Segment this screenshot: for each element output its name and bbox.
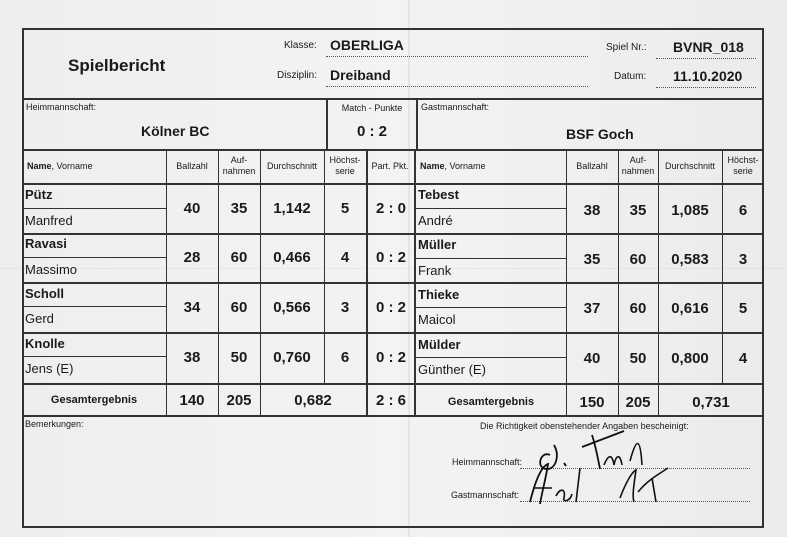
gast-ballzahl: 38: [583, 202, 601, 219]
gast-lastname: Müller: [418, 237, 457, 252]
heim-durchschnitt: 0,466: [273, 249, 311, 266]
gast-aufnahmen: 35: [629, 202, 647, 219]
row-divider: [22, 282, 764, 284]
gast-ballzahl: 35: [583, 251, 601, 268]
gast-firstname: Günther (E): [418, 362, 486, 377]
heim-lastname: Ravasi: [25, 236, 67, 251]
colhead-divider: [22, 183, 764, 185]
col-ballzahl-gast: Ballzahl: [576, 161, 608, 171]
gast-firstname: Maicol: [418, 312, 456, 327]
col-hoechstserie-gast: Höchst- serie: [727, 155, 759, 176]
form-title: Spielbericht: [68, 56, 166, 75]
heim-firstname: Massimo: [25, 262, 78, 277]
klasse-value: OBERLIGA: [330, 37, 404, 53]
disziplin-line: [326, 86, 588, 87]
heim-team: Kölner BC: [141, 123, 210, 139]
gast-ballzahl: 37: [583, 300, 601, 317]
col-aufnahmen-gast: Auf- nahmen: [621, 155, 655, 176]
heim-label: Heimmannschaft:: [26, 102, 97, 112]
heim-lastname: Knolle: [25, 336, 65, 351]
heim-durchschnitt: 0,760: [273, 349, 311, 366]
datum-value: 11.10.2020: [673, 68, 743, 84]
heim-total-label: Gesamtergebnis: [50, 394, 138, 406]
name-split-line: [22, 257, 166, 258]
gast-lastname: Thieke: [418, 287, 460, 302]
heim-aufnahmen: 60: [230, 299, 248, 316]
datum-label: Datum:: [614, 71, 647, 82]
heim-total-ballzahl: 140: [179, 392, 205, 409]
klasse-line: [326, 56, 588, 57]
gast-hoechstserie: 6: [738, 202, 748, 219]
heim-aufnahmen: 50: [230, 349, 248, 366]
col-name-heim: Name, Vorname: [27, 161, 93, 171]
partie-punkte: 2 : 0: [375, 200, 407, 217]
sig-heim-label: Heimmannschaft:: [452, 457, 523, 467]
gast-ballzahl: 40: [583, 350, 601, 367]
gast-total-ballzahl: 150: [579, 394, 605, 411]
heim-firstname: Gerd: [25, 311, 54, 326]
gast-hoechstserie: 5: [738, 300, 748, 317]
col-aufnahmen-heim: Auf- nahmen: [222, 155, 256, 176]
gast-firstname: Frank: [418, 263, 452, 278]
gast-lastname: Tebest: [418, 187, 459, 202]
spielnr-line: [656, 58, 756, 59]
datum-line: [656, 87, 756, 88]
total-partie-punkte: 2 : 6: [375, 392, 407, 409]
row-divider: [22, 332, 764, 334]
spielnr-value: BVNR_018: [673, 39, 744, 55]
heim-hoechstserie: 3: [340, 299, 350, 316]
heim-firstname: Jens (E): [25, 361, 74, 376]
name-split-line: [22, 306, 166, 307]
gast-aufnahmen: 50: [629, 350, 647, 367]
gast-lastname: Mülder: [418, 337, 461, 352]
match-label: Match - Punkte: [341, 103, 403, 113]
heim-hoechstserie: 5: [340, 200, 350, 217]
col-name-gast: Name, Vorname: [420, 161, 486, 171]
name-split-line: [22, 356, 166, 357]
name-split-line: [416, 307, 566, 308]
gast-hoechstserie: 4: [738, 350, 748, 367]
partie-punkte: 0 : 2: [375, 349, 407, 366]
col-hoechstserie-heim: Höchst- serie: [329, 155, 361, 176]
gast-durchschnitt: 0,616: [671, 300, 709, 317]
heim-lastname: Scholl: [25, 286, 65, 301]
heim-ballzahl: 28: [183, 249, 201, 266]
sig-gast-label: Gastmannschaft:: [451, 490, 520, 500]
name-split-line: [416, 208, 566, 209]
signature-gast: [516, 458, 716, 508]
gast-team: BSF Goch: [566, 126, 634, 142]
gast-aufnahmen: 60: [629, 300, 647, 317]
gast-total-aufnahmen: 205: [625, 394, 651, 411]
total-divider: [22, 383, 764, 385]
gast-aufnahmen: 60: [629, 251, 647, 268]
col-partpkt: Part. Pkt.: [371, 161, 409, 171]
gast-total-label: Gesamtergebnis: [447, 396, 535, 408]
disziplin-label: Disziplin:: [277, 70, 318, 81]
bemerkungen-label: Bemerkungen:: [25, 419, 84, 429]
name-split-line: [416, 258, 566, 259]
heim-total-aufnahmen: 205: [226, 392, 252, 409]
gast-hoechstserie: 3: [738, 251, 748, 268]
heim-durchschnitt: 0,566: [273, 299, 311, 316]
team-divider: [22, 149, 764, 151]
gast-durchschnitt: 0,800: [671, 350, 709, 367]
heim-ballzahl: 40: [183, 200, 201, 217]
name-split-line: [416, 357, 566, 358]
gast-firstname: André: [418, 213, 453, 228]
heim-lastname: Pütz: [25, 187, 53, 202]
heim-ballzahl: 38: [183, 349, 201, 366]
heim-aufnahmen: 35: [230, 200, 248, 217]
gast-durchschnitt: 0,583: [671, 251, 709, 268]
gast-total-durchschnitt: 0,731: [692, 394, 730, 411]
disziplin-value: Dreiband: [330, 67, 391, 83]
match-score: 0 : 2: [356, 123, 387, 140]
confirm-text: Die Richtigkeit obenstehender Angaben bescheinigt:: [480, 421, 689, 431]
header-divider: [22, 98, 764, 100]
heim-hoechstserie: 4: [340, 249, 350, 266]
name-split-line: [22, 208, 166, 209]
col-ballzahl-heim: Ballzahl: [176, 161, 208, 171]
partie-punkte: 0 : 2: [375, 299, 407, 316]
bemerkungen-divider: [22, 415, 764, 417]
heim-aufnahmen: 60: [230, 249, 248, 266]
match-box-right: [416, 98, 418, 150]
heim-hoechstserie: 6: [340, 349, 350, 366]
partie-punkte: 0 : 2: [375, 249, 407, 266]
col-durchschnitt-heim: Durchschnitt: [266, 161, 318, 171]
row-divider: [22, 233, 764, 235]
heim-total-durchschnitt: 0,682: [294, 392, 332, 409]
heim-durchschnitt: 1,142: [273, 200, 311, 217]
spielnr-label: Spiel Nr.:: [606, 42, 647, 53]
heim-ballzahl: 34: [183, 299, 201, 316]
heim-firstname: Manfred: [25, 213, 73, 228]
gast-label: Gastmannschaft:: [421, 102, 490, 112]
col-durchschnitt-gast: Durchschnitt: [664, 161, 716, 171]
klasse-label: Klasse:: [284, 40, 317, 51]
gast-durchschnitt: 1,085: [671, 202, 709, 219]
